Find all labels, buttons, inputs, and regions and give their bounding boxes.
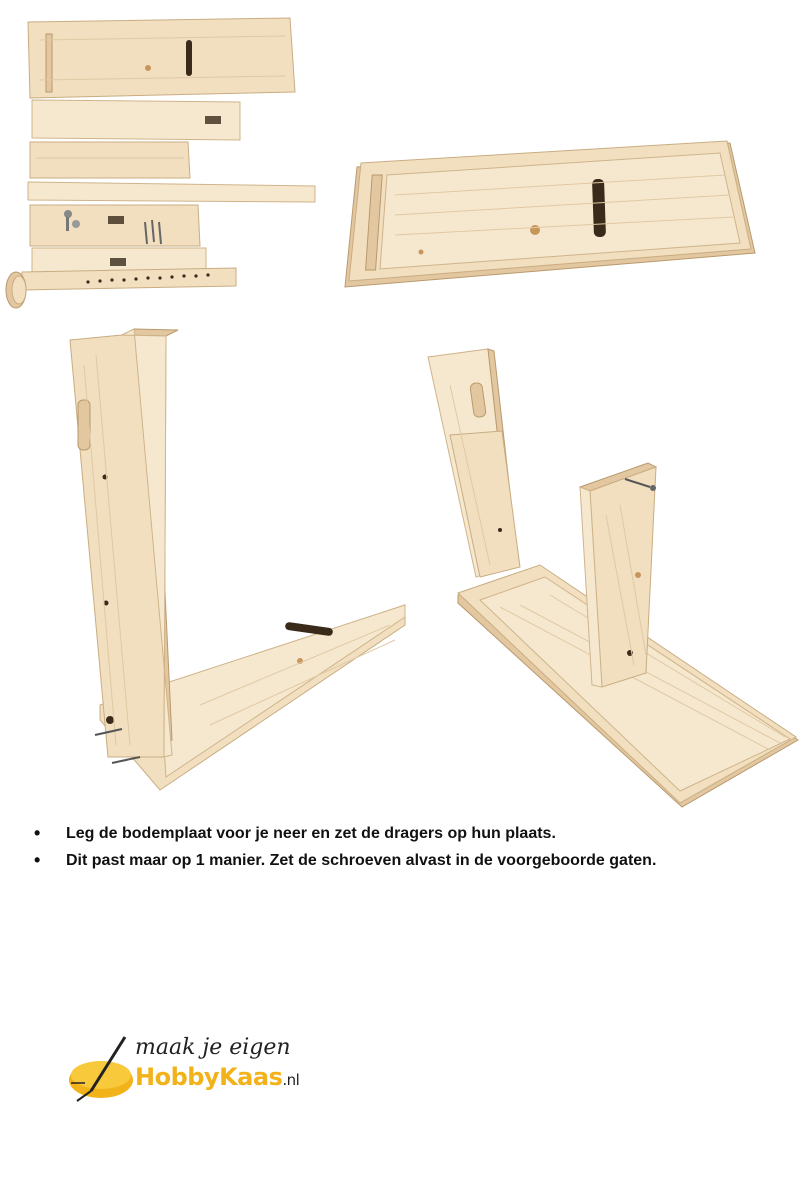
logo-tld: .nl [282, 1071, 300, 1089]
base-plate-photo [335, 135, 765, 300]
instruction-list [30, 820, 790, 874]
parts-kit-photo [0, 10, 330, 310]
logo-brand [135, 1063, 299, 1091]
hobbykaas-logo [65, 1035, 315, 1105]
cheese-knife-icon [65, 1035, 145, 1105]
logo-brand-name: HobbyKaas [135, 1063, 283, 1091]
logo-tagline: maak je eigen [135, 1035, 291, 1060]
instruction-text: Dit past maar op 1 manier. Zet de schroeven alvast in de voorgeboorde gaten. [66, 852, 657, 869]
assembled-angled-view-photo [420, 345, 805, 815]
instruction-item [30, 847, 790, 874]
assembled-side-view-photo [60, 325, 410, 795]
instruction-text: Leg de bodemplaat voor je neer en zet de dragers op hun plaats. [66, 825, 556, 842]
bullet-icon: • [34, 850, 41, 870]
instruction-item [30, 820, 790, 847]
bullet-icon: • [34, 823, 41, 843]
